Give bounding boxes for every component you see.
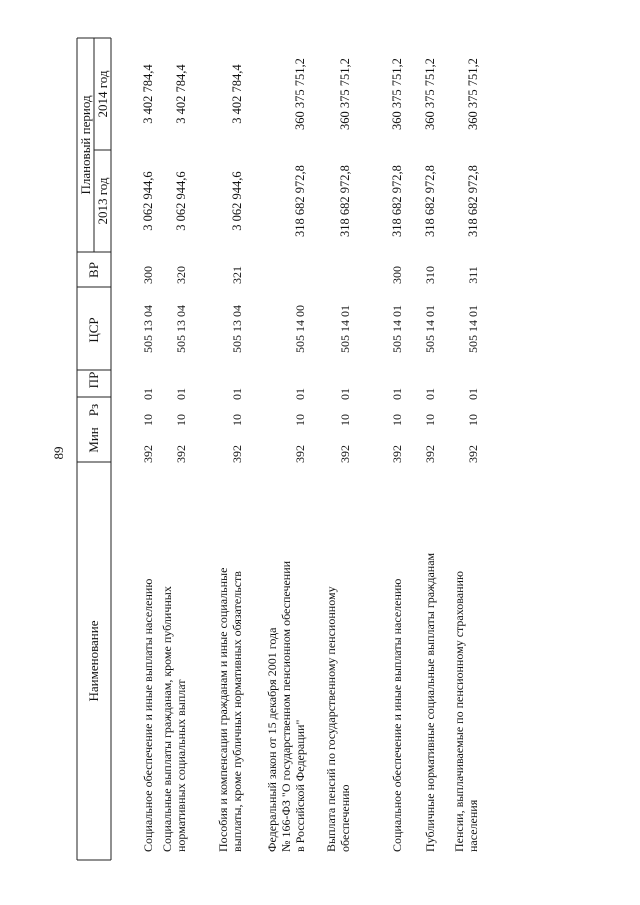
table-row: [216, 64, 244, 852]
row-y2013: 318 682 972,8: [423, 165, 437, 237]
row-rz: 10: [230, 414, 244, 426]
row-pr: 01: [390, 388, 404, 400]
row-vr: 321: [230, 266, 244, 284]
row-y2013: 3 062 944,6: [174, 171, 188, 231]
row-name-line: Пенсии, выплачиваемые по пенсионному страхованию: [452, 571, 466, 852]
row-min: 392: [293, 445, 307, 463]
row-csr: 505 14 00: [293, 305, 307, 353]
row-y2014: 3 402 784,4: [230, 64, 244, 124]
row-csr: 505 14 01: [466, 305, 480, 353]
row-vr: 320: [174, 266, 188, 284]
row-name-line: Социальное обеспечение и иные выплаты населению: [390, 578, 404, 852]
row-csr: 505 13 04: [174, 305, 188, 353]
row-pr: 01: [174, 388, 188, 400]
row-pr: 01: [293, 388, 307, 400]
header-rz: Рз: [86, 403, 101, 417]
row-csr: 505 13 04: [141, 305, 155, 353]
row-name-line: Пособия и компенсации гражданам и иные социальные: [216, 567, 230, 852]
table-row: [141, 64, 155, 852]
table-body: [141, 58, 480, 852]
row-rz: 10: [141, 414, 155, 426]
row-y2014: 360 375 751,2: [466, 58, 480, 130]
header-vr: ВР: [86, 262, 101, 278]
row-min: 392: [466, 445, 480, 463]
row-min: 392: [174, 445, 188, 463]
row-csr: 505 14 01: [338, 305, 352, 353]
row-csr: 505 14 01: [423, 305, 437, 353]
header-min: Мин: [86, 427, 101, 453]
header-pr: ПР: [86, 371, 101, 389]
table-row: [324, 58, 352, 852]
row-rz: 10: [390, 414, 404, 426]
row-y2014: 360 375 751,2: [423, 58, 437, 130]
row-csr: 505 14 01: [390, 305, 404, 353]
row-y2013: 318 682 972,8: [293, 165, 307, 237]
row-pr: 01: [423, 388, 437, 400]
header-year-2013: 2013 год: [95, 177, 110, 225]
row-y2014: 360 375 751,2: [293, 58, 307, 130]
row-vr: 300: [141, 266, 155, 284]
header-name: Наименование: [86, 620, 101, 702]
row-rz: 10: [423, 414, 437, 426]
table-row: [452, 58, 480, 852]
row-pr: 01: [338, 388, 352, 400]
row-name-line: Социальное обеспечение и иные выплаты населению: [141, 578, 155, 852]
row-min: 392: [230, 445, 244, 463]
row-name-line: населения: [466, 799, 480, 852]
row-vr: 310: [423, 266, 437, 284]
row-name-line: выплаты, кроме публичных нормативных обязательств: [230, 571, 244, 852]
row-min: 392: [338, 445, 352, 463]
row-pr: 01: [230, 388, 244, 400]
header-csr: ЦСР: [86, 317, 101, 343]
row-rz: 10: [174, 414, 188, 426]
row-y2014: 3 402 784,4: [141, 64, 155, 124]
row-csr: 505 13 04: [230, 305, 244, 353]
row-y2013: 318 682 972,8: [390, 165, 404, 237]
row-min: 392: [141, 445, 155, 463]
row-rz: 10: [293, 414, 307, 426]
row-pr: 01: [141, 388, 155, 400]
row-y2013: 3 062 944,6: [230, 171, 244, 231]
table-row: [390, 58, 404, 852]
table-row: [423, 58, 437, 852]
row-name-line: обеспечению: [338, 784, 352, 852]
table-row: [160, 64, 188, 852]
row-min: 392: [423, 445, 437, 463]
row-name-line: № 166-ФЗ "О государственном пенсионном обеспечении: [279, 560, 293, 852]
row-y2014: 360 375 751,2: [338, 58, 352, 130]
row-pr: 01: [466, 388, 480, 400]
row-name-line: Социальные выплаты гражданам, кроме публичных: [160, 586, 174, 852]
row-name-line: Публичные нормативные социальные выплаты гражданам: [423, 552, 437, 852]
header-planned-period: Плановый период: [78, 95, 93, 195]
header-year-2014: 2014 год: [95, 70, 110, 118]
row-y2014: 360 375 751,2: [390, 58, 404, 130]
row-y2013: 318 682 972,8: [338, 165, 352, 237]
row-name-line: Выплата пенсий по государственному пенсионному: [324, 586, 338, 852]
row-name-line: в Российской Федерации": [293, 719, 307, 852]
row-vr: 300: [390, 266, 404, 284]
row-rz: 10: [338, 414, 352, 426]
row-y2013: 318 682 972,8: [466, 165, 480, 237]
row-y2013: 3 062 944,6: [141, 171, 155, 231]
page-number: 89: [51, 446, 66, 460]
row-y2014: 3 402 784,4: [174, 64, 188, 124]
row-vr: 311: [466, 266, 480, 284]
row-min: 392: [390, 445, 404, 463]
row-name-line: нормативных социальных выплат: [174, 679, 188, 852]
row-rz: 10: [466, 414, 480, 426]
row-name-line: Федеральный закон от 15 декабря 2001 года: [265, 627, 279, 852]
table-row: [265, 58, 307, 852]
